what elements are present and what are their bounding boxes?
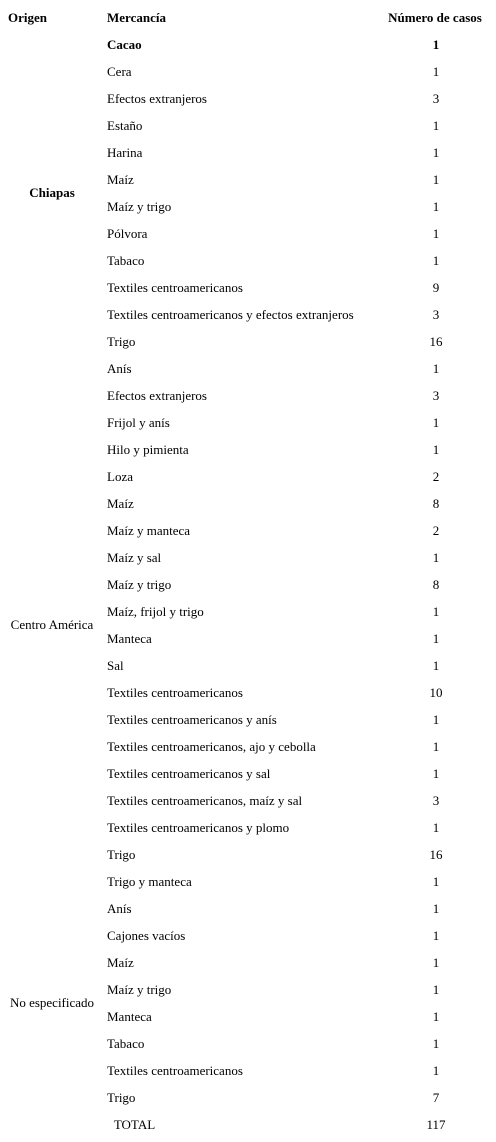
cases-cell: 1 [432, 765, 440, 781]
cases-cell: 3 [432, 306, 440, 322]
merchandise-cell: Maíz y manteca [107, 522, 191, 538]
merchandise-cell: Maíz y trigo [107, 981, 172, 997]
merchandise-cell: Efectos extranjeros [107, 387, 207, 403]
merchandise-cell: Trigo [107, 1089, 136, 1105]
merchandise-cell: Tabaco [107, 252, 145, 268]
merchandise-cell: Textiles centroamericanos y plomo [107, 819, 290, 835]
merchandise-cell: Harina [107, 144, 143, 160]
cases-cell: 10 [429, 684, 443, 700]
cases-cell: 1 [432, 171, 440, 187]
merchandise-cell: Efectos extranjeros [107, 90, 207, 106]
cases-cell: 1 [432, 549, 440, 565]
merchandise-cell: Cajones vacíos [107, 927, 186, 943]
cases-cell: 1 [432, 1035, 440, 1051]
cases-cell: 1 [432, 711, 440, 727]
cases-cell: 1 [432, 603, 440, 619]
merchandise-cell: Tabaco [107, 1035, 145, 1051]
merchandise-cell: Loza [107, 468, 133, 484]
cases-cell: 16 [429, 333, 443, 349]
cases-cell: 1 [432, 873, 440, 889]
cases-cell: 1 [432, 252, 440, 268]
merchandise-header: Mercancía [107, 9, 166, 25]
merchandise-cell: Maíz [107, 171, 134, 187]
merchandise-cell: Maíz [107, 954, 134, 970]
merchandise-cell: Textiles centroamericanos y efectos extranjeros [107, 306, 354, 322]
merchandise-cell: Trigo [107, 846, 136, 862]
cases-cell: 1 [432, 117, 440, 133]
cases-cell: 2 [432, 522, 440, 538]
cases-cell: 1 [432, 414, 440, 430]
merchandise-cell: Textiles centroamericanos, ajo y cebolla [107, 738, 316, 754]
cases-cell: 1 [432, 657, 440, 673]
cases-cell: 1 [432, 360, 440, 376]
cases-cell: 1 [432, 63, 440, 79]
cases-cell: 1 [432, 819, 440, 835]
cases-cell: 8 [432, 576, 440, 592]
cases-cell: 1 [432, 900, 440, 916]
merchandise-cell: Trigo [107, 333, 136, 349]
header-row [0, 4, 496, 31]
table-body [0, 31, 496, 1111]
merchandise-cell: Textiles centroamericanos [107, 684, 243, 700]
merchandise-cell: Anís [107, 360, 132, 376]
origin-cell: No especificado [9, 995, 95, 1010]
cases-cell: 9 [432, 279, 440, 295]
table-row [0, 895, 496, 922]
cases-header: Número de casos [388, 9, 482, 25]
cases-cell: 1 [432, 441, 440, 457]
table-row [0, 31, 496, 58]
merchandise-cell: Trigo y manteca [107, 873, 192, 889]
cases-cell: 1 [432, 738, 440, 754]
cases-cell: 1 [432, 1008, 440, 1024]
merchandise-cell: Sal [107, 657, 124, 673]
cases-cell: 3 [432, 90, 440, 106]
cases-cell: 1 [432, 927, 440, 943]
merchandise-cell: Estaño [107, 117, 143, 133]
cases-table [0, 4, 496, 1138]
merchandise-cell: Pólvora [107, 225, 148, 241]
cases-cell: 1 [432, 981, 440, 997]
cases-cell: 1 [432, 36, 440, 52]
cases-cell: 1 [432, 144, 440, 160]
merchandise-cell: Manteca [107, 630, 152, 646]
origin-cell: Chiapas [29, 185, 75, 200]
merchandise-cell: Textiles centroamericanos [107, 1062, 243, 1078]
merchandise-cell: Hilo y pimienta [107, 441, 189, 457]
merchandise-cell: Maíz y trigo [107, 198, 172, 214]
total-value: 117 [426, 1116, 446, 1132]
cases-cell: 1 [432, 198, 440, 214]
merchandise-cell: Maíz y sal [107, 549, 162, 565]
cases-cell: 2 [432, 468, 440, 484]
origin-header: Origen [8, 9, 47, 25]
merchandise-cell: Textiles centroamericanos [107, 279, 243, 295]
cases-cell: 1 [432, 1062, 440, 1078]
merchandise-cell: Manteca [107, 1008, 152, 1024]
merchandise-cell: Textiles centroamericanos y sal [107, 765, 271, 781]
cases-cell: 3 [432, 792, 440, 808]
total-row [0, 1111, 496, 1138]
merchandise-cell: Maíz [107, 495, 134, 511]
cases-cell: 7 [432, 1089, 440, 1105]
merchandise-cell: Cera [107, 63, 132, 79]
merchandise-cell: Anís [107, 900, 132, 916]
cases-cell: 16 [429, 846, 443, 862]
cases-cell: 8 [432, 495, 440, 511]
cases-cell: 1 [432, 225, 440, 241]
merchandise-cell: Frijol y anís [107, 414, 170, 430]
origin-cell: Centro América [10, 617, 94, 632]
table-row [0, 355, 496, 382]
cases-cell: 1 [432, 954, 440, 970]
merchandise-cell: Maíz, frijol y trigo [107, 603, 204, 619]
merchandise-cell: Maíz y trigo [107, 576, 172, 592]
merchandise-cell: Textiles centroamericanos y anís [107, 711, 277, 727]
cases-cell: 3 [432, 387, 440, 403]
merchandise-cell: Textiles centroamericanos, maíz y sal [107, 792, 303, 808]
total-label: TOTAL [113, 1116, 156, 1132]
merchandise-cell: Cacao [107, 36, 142, 52]
cases-cell: 1 [432, 630, 440, 646]
